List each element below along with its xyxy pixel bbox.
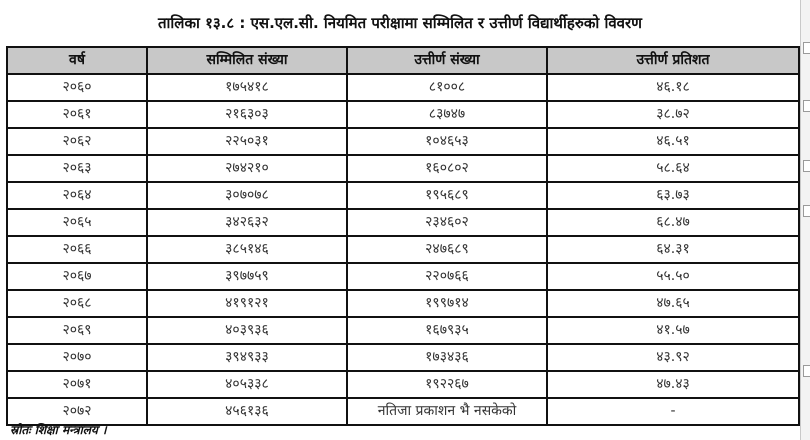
- cell-pass-percent: ४७.४३: [547, 371, 799, 398]
- table-row: [7, 209, 799, 236]
- cell-passed: ८३७४७: [347, 101, 547, 128]
- cell-year: २०६३: [7, 155, 147, 182]
- cell-passed: १०४६५३: [347, 128, 547, 155]
- table-row: [7, 317, 799, 344]
- edge-marker: [803, 365, 810, 377]
- header-passed: उत्तीर्ण संख्या: [347, 47, 547, 74]
- cell-passed: ८१००८: [347, 74, 547, 101]
- cell-year: २०६२: [7, 128, 147, 155]
- cell-appeared: २७४२१०: [147, 155, 347, 182]
- edge-marker: [803, 100, 810, 112]
- cell-year: २०७२: [7, 398, 147, 425]
- edge-marker: [803, 205, 810, 217]
- table-row: [7, 290, 799, 317]
- slc-results-table: [6, 46, 800, 426]
- cell-appeared: ३९७७५९: [147, 263, 347, 290]
- cell-appeared: ४५६१३६: [147, 398, 347, 425]
- table-row: [7, 101, 799, 128]
- table-row: [7, 74, 799, 101]
- cell-pass-percent: ५५.५०: [547, 263, 799, 290]
- cell-pass-percent: ५८.६४: [547, 155, 799, 182]
- table-row: [7, 182, 799, 209]
- cell-passed: १९२२६७: [347, 371, 547, 398]
- table-row: [7, 236, 799, 263]
- header-appeared: सम्मिलित संख्या: [147, 47, 347, 74]
- cell-appeared: २१६३०३: [147, 101, 347, 128]
- cell-appeared: २२५०३१: [147, 128, 347, 155]
- table-row: [7, 155, 799, 182]
- cell-year: २०६०: [7, 74, 147, 101]
- cell-passed: १९९७१४: [347, 290, 547, 317]
- cell-appeared: १७५४१८: [147, 74, 347, 101]
- table-row: [7, 263, 799, 290]
- cell-year: २०६७: [7, 263, 147, 290]
- source-note: स्रोतः शिक्षा मन्त्रालय ।: [10, 423, 107, 437]
- cell-appeared: ३०७०७८: [147, 182, 347, 209]
- cell-pass-percent: ६४.३१: [547, 236, 799, 263]
- cell-year: २०६५: [7, 209, 147, 236]
- cell-year: २०७०: [7, 344, 147, 371]
- cell-year: २०६८: [7, 290, 147, 317]
- cell-passed: २४७६८९: [347, 236, 547, 263]
- cell-appeared: ४१९१२१: [147, 290, 347, 317]
- window-edge-scrollbar: [800, 0, 810, 440]
- cell-passed: १६०८०२: [347, 155, 547, 182]
- cell-passed: १७३४३६: [347, 344, 547, 371]
- cell-pass-percent: ६८.४७: [547, 209, 799, 236]
- table-row: [7, 128, 799, 155]
- cell-pass-percent: -: [547, 398, 799, 425]
- table-row: [7, 344, 799, 371]
- cell-pass-percent: ४६.१८: [547, 74, 799, 101]
- cell-pass-percent: ६३.७३: [547, 182, 799, 209]
- cell-appeared: ३९४९३३: [147, 344, 347, 371]
- cell-pass-percent: ४६.५१: [547, 128, 799, 155]
- edge-marker: [803, 42, 810, 54]
- cell-year: २०७१: [7, 371, 147, 398]
- header-pass-percent: उत्तीर्ण प्रतिशत: [547, 47, 799, 74]
- cell-pass-percent: ३८.७२: [547, 101, 799, 128]
- cell-pass-percent: ४७.६५: [547, 290, 799, 317]
- table-row: [7, 371, 799, 398]
- cell-pass-percent: ४१.५७: [547, 317, 799, 344]
- cell-passed: २२०७६६: [347, 263, 547, 290]
- edge-marker: [803, 160, 810, 172]
- cell-passed: २३४६०२: [347, 209, 547, 236]
- cell-appeared: ४०५३३८: [147, 371, 347, 398]
- cell-year: २०६६: [7, 236, 147, 263]
- cell-year: २०६१: [7, 101, 147, 128]
- cell-passed: १६७९३५: [347, 317, 547, 344]
- header-row: [7, 47, 799, 74]
- cell-passed: नतिजा प्रकाशन भै नसकेको: [347, 398, 547, 425]
- cell-year: २०६४: [7, 182, 147, 209]
- cell-appeared: ३४२६३२: [147, 209, 347, 236]
- cell-appeared: ३८५१४६: [147, 236, 347, 263]
- table-title: तालिका १३.८ : एस.एल.सी. नियमित परीक्षामा सम्मिलित र उत्तीर्ण विद्यार्थीहरुको विवरण: [157, 14, 643, 32]
- cell-passed: १९५६८९: [347, 182, 547, 209]
- table-row: [7, 398, 799, 425]
- cell-pass-percent: ४३.९२: [547, 344, 799, 371]
- cell-appeared: ४०३९३६: [147, 317, 347, 344]
- header-year: वर्ष: [7, 47, 147, 74]
- cell-year: २०६९: [7, 317, 147, 344]
